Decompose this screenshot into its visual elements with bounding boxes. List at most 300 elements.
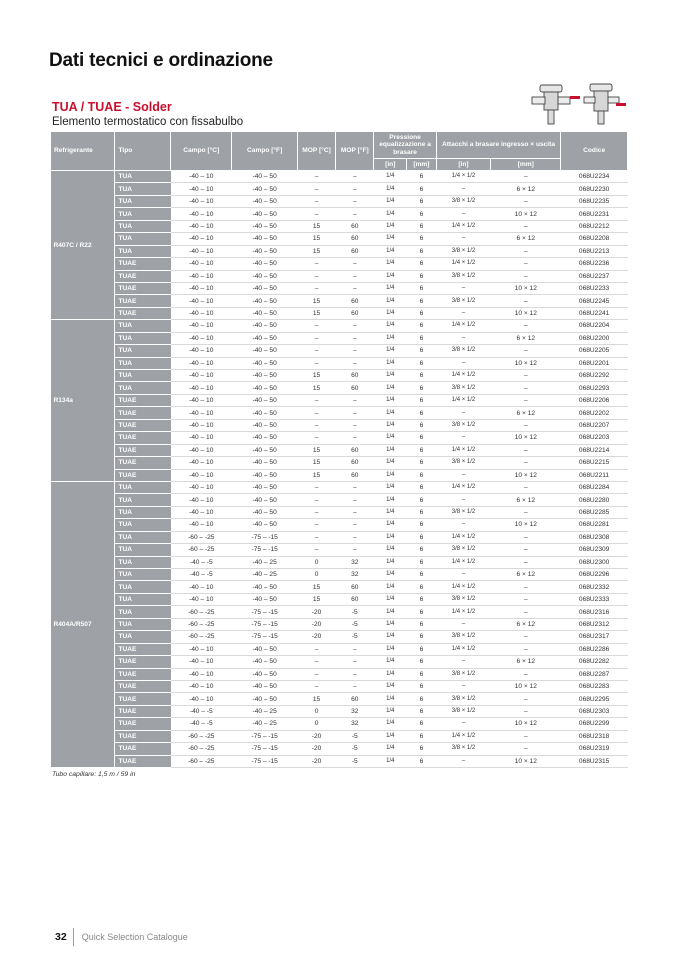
campo-c-cell: -40 – 10 [171, 171, 232, 183]
attacchi-in-cell: – [436, 432, 491, 444]
mop-f-cell: – [336, 345, 374, 357]
pressione-in-cell: 1/4 [374, 407, 407, 419]
table-row [51, 606, 628, 618]
mop-f-cell: – [336, 258, 374, 270]
tipo-cell: TUA [115, 593, 171, 605]
attacchi-in-cell: – [436, 618, 491, 630]
campo-c-cell: -40 – 10 [171, 432, 232, 444]
codice-cell: 068U2309 [561, 544, 628, 556]
mop-c-cell: 15 [297, 220, 335, 232]
campo-f-cell: -40 – 25 [232, 569, 298, 581]
pressione-mm-cell: 6 [407, 282, 437, 294]
pressione-in-cell: 1/4 [374, 357, 407, 369]
mop-c-cell: 15 [297, 693, 335, 705]
tipo-cell: TUA [115, 245, 171, 257]
table-row [51, 556, 628, 568]
attacchi-mm-cell: 10 × 12 [491, 282, 561, 294]
pressione-mm-cell: 6 [407, 171, 437, 183]
attacchi-in-cell: 3/8 × 1/2 [436, 270, 491, 282]
codice-cell: 068U2318 [561, 730, 628, 742]
attacchi-in-cell: – [436, 680, 491, 692]
table-row [51, 531, 628, 543]
table-row [51, 270, 628, 282]
pressione-in-cell: 1/4 [374, 569, 407, 581]
tipo-cell: TUAE [115, 755, 171, 767]
attacchi-in-cell: 1/4 × 1/2 [436, 556, 491, 568]
campo-f-cell: -75 – -15 [232, 631, 298, 643]
campo-c-cell: -40 – 10 [171, 494, 232, 506]
table-row [51, 258, 628, 270]
codice-cell: 068U2332 [561, 581, 628, 593]
table-row [51, 171, 628, 183]
mop-c-cell: – [297, 171, 335, 183]
mop-f-cell: -5 [336, 755, 374, 767]
tipo-cell: TUA [115, 618, 171, 630]
pressione-mm-cell: 6 [407, 544, 437, 556]
pressione-mm-cell: 6 [407, 370, 437, 382]
pressione-mm-cell: 6 [407, 258, 437, 270]
campo-c-cell: -60 – -25 [171, 755, 232, 767]
mop-f-cell: – [336, 419, 374, 431]
pressione-mm-cell: 6 [407, 444, 437, 456]
campo-c-cell: -40 – 10 [171, 270, 232, 282]
campo-c-cell: -40 – -5 [171, 705, 232, 717]
tipo-cell: TUA [115, 556, 171, 568]
pressione-in-cell: 1/4 [374, 656, 407, 668]
attacchi-in-cell: 1/4 × 1/2 [436, 730, 491, 742]
tipo-cell: TUA [115, 382, 171, 394]
pressione-mm-cell: 6 [407, 743, 437, 755]
attacchi-mm-cell: – [491, 643, 561, 655]
campo-f-cell: -40 – 25 [232, 718, 298, 730]
campo-f-cell: -40 – 50 [232, 656, 298, 668]
attacchi-mm-cell: 6 × 12 [491, 656, 561, 668]
mop-f-cell: -5 [336, 618, 374, 630]
codice-cell: 068U2296 [561, 569, 628, 581]
pressione-in-cell: 1/4 [374, 195, 407, 207]
tipo-cell: TUA [115, 606, 171, 618]
pressione-in-cell: 1/4 [374, 693, 407, 705]
pressione-mm-cell: 6 [407, 407, 437, 419]
pressione-in-cell: 1/4 [374, 220, 407, 232]
campo-c-cell: -40 – 10 [171, 208, 232, 220]
pressione-in-cell: 1/4 [374, 307, 407, 319]
table-row [51, 444, 628, 456]
campo-c-cell: -40 – 10 [171, 245, 232, 257]
mop-f-cell: -5 [336, 631, 374, 643]
tipo-cell: TUA [115, 631, 171, 643]
pressione-in-cell: 1/4 [374, 581, 407, 593]
mop-c-cell: – [297, 544, 335, 556]
pressione-mm-cell: 6 [407, 643, 437, 655]
attacchi-in-cell: – [436, 332, 491, 344]
attacchi-in-cell: – [436, 519, 491, 531]
pressione-mm-cell: 6 [407, 569, 437, 581]
table-row [51, 668, 628, 680]
pressione-mm-cell: 6 [407, 581, 437, 593]
codice-cell: 068U2295 [561, 693, 628, 705]
codice-cell: 068U2208 [561, 233, 628, 245]
mop-c-cell: – [297, 432, 335, 444]
tipo-cell: TUA [115, 195, 171, 207]
table-row [51, 656, 628, 668]
campo-c-cell: -40 – 10 [171, 506, 232, 518]
campo-c-cell: -40 – 10 [171, 332, 232, 344]
mop-c-cell: – [297, 656, 335, 668]
pressione-mm-cell: 6 [407, 432, 437, 444]
codice-cell: 068U2292 [561, 370, 628, 382]
table-row [51, 506, 628, 518]
pressione-in-cell: 1/4 [374, 444, 407, 456]
codice-cell: 068U2245 [561, 295, 628, 307]
tipo-cell: TUA [115, 183, 171, 195]
mop-f-cell: – [336, 668, 374, 680]
attacchi-in-cell: 1/4 × 1/2 [436, 370, 491, 382]
page-number: 32 [55, 931, 67, 943]
tipo-cell: TUA [115, 506, 171, 518]
attacchi-in-cell: 1/4 × 1/2 [436, 444, 491, 456]
table-row [51, 718, 628, 730]
codice-cell: 068U2200 [561, 332, 628, 344]
attacchi-mm-cell: – [491, 593, 561, 605]
attacchi-mm-cell: – [491, 481, 561, 493]
campo-c-cell: -40 – 10 [171, 195, 232, 207]
campo-c-cell: -40 – 10 [171, 481, 232, 493]
table-row [51, 581, 628, 593]
attacchi-in-cell: 3/8 × 1/2 [436, 345, 491, 357]
attacchi-mm-cell: – [491, 544, 561, 556]
mop-f-cell: 32 [336, 569, 374, 581]
campo-c-cell: -40 – 10 [171, 457, 232, 469]
attacchi-in-cell: – [436, 183, 491, 195]
attacchi-mm-cell: – [491, 345, 561, 357]
header-mop-c: MOP [°C] [297, 132, 335, 171]
codice-cell: 068U2285 [561, 506, 628, 518]
tipo-cell: TUA [115, 357, 171, 369]
tipo-cell: TUAE [115, 307, 171, 319]
table-row [51, 730, 628, 742]
mop-c-cell: – [297, 519, 335, 531]
attacchi-in-cell: – [436, 357, 491, 369]
mop-f-cell: – [336, 481, 374, 493]
table-row [51, 407, 628, 419]
campo-c-cell: -60 – -25 [171, 606, 232, 618]
page-footer [55, 927, 188, 947]
tipo-cell: TUAE [115, 718, 171, 730]
codice-cell: 068U2300 [561, 556, 628, 568]
tipo-cell: TUAE [115, 457, 171, 469]
attacchi-mm-cell: 10 × 12 [491, 469, 561, 481]
attacchi-mm-cell: – [491, 382, 561, 394]
attacchi-in-cell: 3/8 × 1/2 [436, 705, 491, 717]
attacchi-mm-cell: – [491, 668, 561, 680]
tipo-cell: TUA [115, 320, 171, 332]
tipo-cell: TUAE [115, 258, 171, 270]
mop-f-cell: – [336, 643, 374, 655]
mop-f-cell: 60 [336, 382, 374, 394]
codice-cell: 068U2319 [561, 743, 628, 755]
pressione-in-cell: 1/4 [374, 245, 407, 257]
mop-c-cell: – [297, 531, 335, 543]
mop-f-cell: 60 [336, 220, 374, 232]
table-row [51, 208, 628, 220]
tipo-cell: TUAE [115, 680, 171, 692]
pressione-mm-cell: 6 [407, 307, 437, 319]
attacchi-in-cell: 1/4 × 1/2 [436, 643, 491, 655]
pressione-mm-cell: 6 [407, 295, 437, 307]
campo-f-cell: -40 – 25 [232, 556, 298, 568]
campo-f-cell: -40 – 50 [232, 506, 298, 518]
table-row [51, 705, 628, 717]
attacchi-in-cell: 3/8 × 1/2 [436, 195, 491, 207]
campo-f-cell: -40 – 50 [232, 494, 298, 506]
mop-c-cell: – [297, 320, 335, 332]
mop-f-cell: – [336, 680, 374, 692]
mop-c-cell: 0 [297, 705, 335, 717]
attacchi-mm-cell: – [491, 195, 561, 207]
attacchi-in-cell: 3/8 × 1/2 [436, 668, 491, 680]
table-row [51, 618, 628, 630]
header-pressione: Pressione equalizzazione a brasare [374, 132, 436, 159]
attacchi-mm-cell: 6 × 12 [491, 332, 561, 344]
attacchi-in-cell: 1/4 × 1/2 [436, 481, 491, 493]
codice-cell: 068U2236 [561, 258, 628, 270]
table-row [51, 743, 628, 755]
mop-c-cell: 15 [297, 370, 335, 382]
mop-f-cell: 60 [336, 370, 374, 382]
attacchi-in-cell: – [436, 469, 491, 481]
pressione-in-cell: 1/4 [374, 382, 407, 394]
table-row [51, 755, 628, 767]
header-tipo: Tipo [115, 132, 171, 171]
pressione-mm-cell: 6 [407, 519, 437, 531]
header-refrigerante: Refrigerante [51, 132, 115, 171]
codice-cell: 068U2315 [561, 755, 628, 767]
codice-cell: 068U2233 [561, 282, 628, 294]
tipo-cell: TUA [115, 481, 171, 493]
tipo-cell: TUAE [115, 270, 171, 282]
attacchi-in-cell: – [436, 494, 491, 506]
pressione-in-cell: 1/4 [374, 643, 407, 655]
tipo-cell: TUA [115, 332, 171, 344]
campo-f-cell: -75 – -15 [232, 544, 298, 556]
attacchi-in-cell: 3/8 × 1/2 [436, 631, 491, 643]
tipo-cell: TUAE [115, 730, 171, 742]
mop-c-cell: – [297, 208, 335, 220]
mop-c-cell: – [297, 680, 335, 692]
codice-cell: 068U2283 [561, 680, 628, 692]
mop-c-cell: -20 [297, 618, 335, 630]
attacchi-in-cell: – [436, 208, 491, 220]
mop-c-cell: 15 [297, 581, 335, 593]
header-mop-f: MOP [°F] [336, 132, 374, 171]
codice-cell: 068U2237 [561, 270, 628, 282]
tipo-cell: TUAE [115, 432, 171, 444]
mop-f-cell: 32 [336, 556, 374, 568]
tipo-cell: TUA [115, 233, 171, 245]
attacchi-in-cell: 1/4 × 1/2 [436, 531, 491, 543]
campo-f-cell: -75 – -15 [232, 618, 298, 630]
pressione-in-cell: 1/4 [374, 320, 407, 332]
pressione-in-cell: 1/4 [374, 556, 407, 568]
campo-f-cell: -40 – 50 [232, 195, 298, 207]
campo-c-cell: -60 – -25 [171, 544, 232, 556]
pressione-mm-cell: 6 [407, 730, 437, 742]
attacchi-mm-cell: 10 × 12 [491, 357, 561, 369]
mop-f-cell: – [336, 544, 374, 556]
campo-f-cell: -40 – 50 [232, 444, 298, 456]
tipo-cell: TUA [115, 171, 171, 183]
pressione-mm-cell: 6 [407, 382, 437, 394]
campo-c-cell: -40 – 10 [171, 668, 232, 680]
pressione-in-cell: 1/4 [374, 705, 407, 717]
campo-f-cell: -40 – 50 [232, 643, 298, 655]
campo-f-cell: -40 – 50 [232, 270, 298, 282]
mop-c-cell: 0 [297, 718, 335, 730]
header-campo-c: Campo [°C] [171, 132, 232, 171]
pressione-mm-cell: 6 [407, 506, 437, 518]
pressione-mm-cell: 6 [407, 668, 437, 680]
codice-cell: 068U2215 [561, 457, 628, 469]
mop-c-cell: 15 [297, 444, 335, 456]
pressione-in-cell: 1/4 [374, 755, 407, 767]
campo-c-cell: -40 – 10 [171, 444, 232, 456]
campo-f-cell: -40 – 50 [232, 481, 298, 493]
campo-c-cell: -40 – 10 [171, 693, 232, 705]
pressione-in-cell: 1/4 [374, 419, 407, 431]
campo-f-cell: -40 – 50 [232, 668, 298, 680]
mop-c-cell: – [297, 506, 335, 518]
campo-f-cell: -40 – 50 [232, 382, 298, 394]
table-row [51, 357, 628, 369]
campo-c-cell: -40 – 10 [171, 345, 232, 357]
pressione-in-cell: 1/4 [374, 668, 407, 680]
table-row [51, 494, 628, 506]
mop-c-cell: -20 [297, 606, 335, 618]
campo-f-cell: -40 – 50 [232, 370, 298, 382]
pressione-mm-cell: 6 [407, 481, 437, 493]
pressione-in-cell: 1/4 [374, 258, 407, 270]
attacchi-mm-cell: – [491, 370, 561, 382]
header-codice: Codice [561, 132, 628, 171]
mop-c-cell: 0 [297, 569, 335, 581]
table-row [51, 332, 628, 344]
table-row [51, 419, 628, 431]
table-row [51, 245, 628, 257]
footer-divider [73, 928, 74, 946]
attacchi-mm-cell: 10 × 12 [491, 307, 561, 319]
pressione-in-cell: 1/4 [374, 432, 407, 444]
codice-cell: 068U2203 [561, 432, 628, 444]
attacchi-mm-cell: – [491, 705, 561, 717]
campo-f-cell: -40 – 50 [232, 680, 298, 692]
pressione-in-cell: 1/4 [374, 606, 407, 618]
pressione-mm-cell: 6 [407, 320, 437, 332]
pressione-mm-cell: 6 [407, 457, 437, 469]
codice-cell: 068U2312 [561, 618, 628, 630]
pressione-mm-cell: 6 [407, 357, 437, 369]
attacchi-in-cell: – [436, 282, 491, 294]
campo-f-cell: -40 – 25 [232, 705, 298, 717]
mop-c-cell: 15 [297, 457, 335, 469]
campo-f-cell: -40 – 50 [232, 357, 298, 369]
mop-c-cell: – [297, 419, 335, 431]
pressione-in-cell: 1/4 [374, 506, 407, 518]
codice-cell: 068U2207 [561, 419, 628, 431]
mop-f-cell: – [336, 357, 374, 369]
codice-cell: 068U2286 [561, 643, 628, 655]
campo-f-cell: -40 – 50 [232, 519, 298, 531]
campo-c-cell: -40 – -5 [171, 718, 232, 730]
attacchi-in-cell: 1/4 × 1/2 [436, 394, 491, 406]
mop-f-cell: 60 [336, 593, 374, 605]
table-row [51, 432, 628, 444]
pressione-in-cell: 1/4 [374, 531, 407, 543]
attacchi-in-cell: – [436, 307, 491, 319]
section-title: TUA / TUAE - Solder [52, 100, 172, 114]
campo-c-cell: -40 – 10 [171, 680, 232, 692]
tipo-cell: TUA [115, 531, 171, 543]
pressione-mm-cell: 6 [407, 469, 437, 481]
tipo-cell: TUA [115, 370, 171, 382]
campo-c-cell: -40 – 10 [171, 656, 232, 668]
pressione-mm-cell: 6 [407, 208, 437, 220]
mop-f-cell: -5 [336, 606, 374, 618]
attacchi-in-cell: 3/8 × 1/2 [436, 382, 491, 394]
pressione-in-cell: 1/4 [374, 457, 407, 469]
attacchi-mm-cell: 10 × 12 [491, 755, 561, 767]
table-row [51, 307, 628, 319]
attacchi-mm-cell: – [491, 270, 561, 282]
attacchi-mm-cell: 6 × 12 [491, 618, 561, 630]
attacchi-mm-cell: 10 × 12 [491, 519, 561, 531]
attacchi-in-cell: 3/8 × 1/2 [436, 544, 491, 556]
attacchi-in-cell: 3/8 × 1/2 [436, 743, 491, 755]
attacchi-in-cell: 1/4 × 1/2 [436, 171, 491, 183]
pressione-mm-cell: 6 [407, 631, 437, 643]
mop-f-cell: 60 [336, 444, 374, 456]
tipo-cell: TUAE [115, 444, 171, 456]
codice-cell: 068U2287 [561, 668, 628, 680]
table-row [51, 693, 628, 705]
mop-c-cell: -20 [297, 755, 335, 767]
campo-c-cell: -40 – 10 [171, 295, 232, 307]
attacchi-mm-cell: – [491, 394, 561, 406]
tipo-cell: TUAE [115, 407, 171, 419]
table-row [51, 457, 628, 469]
codice-cell: 068U2282 [561, 656, 628, 668]
codice-cell: 068U2214 [561, 444, 628, 456]
attacchi-in-cell: – [436, 656, 491, 668]
campo-f-cell: -40 – 50 [232, 245, 298, 257]
campo-c-cell: -60 – -25 [171, 618, 232, 630]
mop-c-cell: 15 [297, 245, 335, 257]
attacchi-mm-cell: – [491, 444, 561, 456]
campo-c-cell: -40 – 10 [171, 419, 232, 431]
pressione-mm-cell: 6 [407, 718, 437, 730]
attacchi-mm-cell: – [491, 730, 561, 742]
mop-c-cell: – [297, 643, 335, 655]
mop-c-cell: – [297, 345, 335, 357]
attacchi-mm-cell: 6 × 12 [491, 183, 561, 195]
codice-cell: 068U2317 [561, 631, 628, 643]
attacchi-mm-cell: – [491, 506, 561, 518]
campo-f-cell: -40 – 50 [232, 332, 298, 344]
mop-f-cell: 60 [336, 693, 374, 705]
codice-cell: 068U2303 [561, 705, 628, 717]
mop-f-cell: – [336, 320, 374, 332]
table-row [51, 469, 628, 481]
